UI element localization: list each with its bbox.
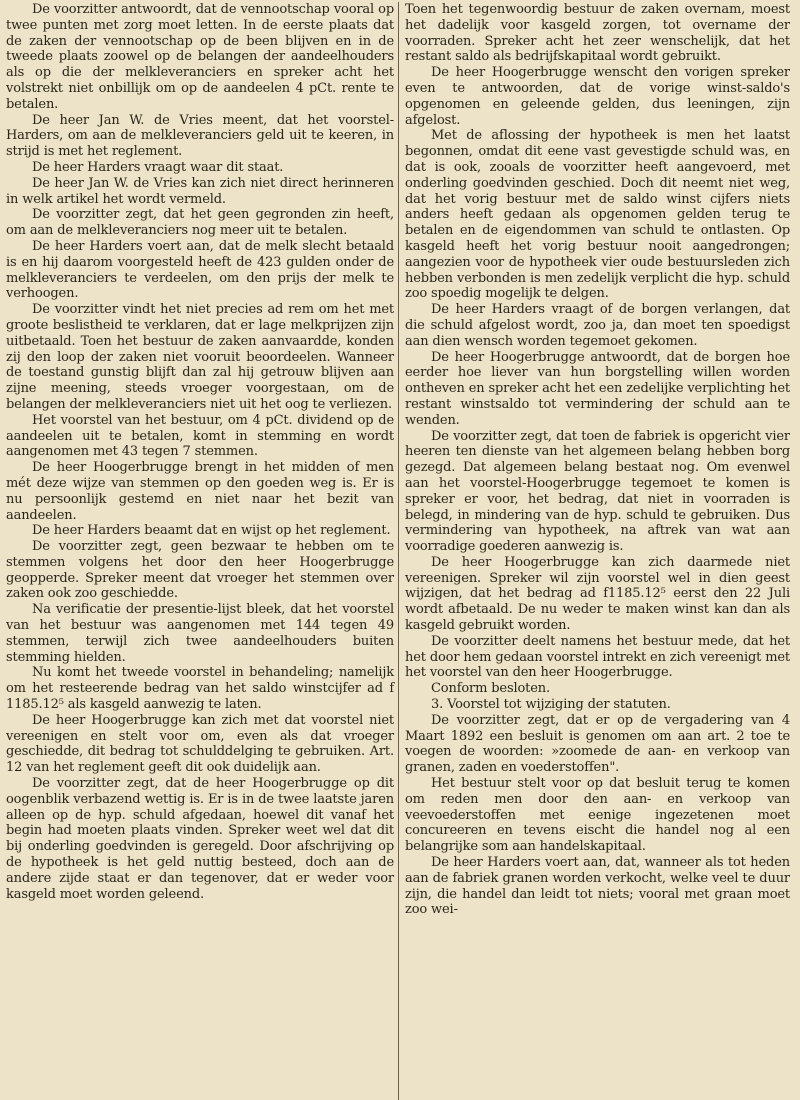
paragraph: Het bestuur stelt voor op dat besluit terug te komen om reden men door den aan- en verkoop van veevoederstoffen met eenige ingezetenen moet concureeren en tevens eischt die handel nog al een belangrijke som aan handelskapitaal. [405,776,790,855]
section-heading: 3. Voorstel tot wijziging der statuten. [431,697,671,713]
paragraph: De heer Jan W. de Vries kan zich niet direct herinneren in welk artikel het wordt vermeld. [6,175,394,207]
paragraph: Toen het tegenwoordig bestuur de zaken overnam, moest het dadelijk voor kasgeld zorgen, tot overname der voorraden. Spreker acht het zeer wenschelijk, dat het restant saldo als bedrijfskapitaal wordt gebruikt. [405,2,790,65]
paragraph: De heer Harders beaamt dat en wijst op het reglement. [32,523,391,539]
left-column [6,2,398,1100]
paragraph: Conform besloten. [431,681,551,697]
paragraph: Het voorstel van het bestuur, om 4 pCt. dividend op de aandeelen uit te betalen, komt in stemming en wordt aangenomen met 43 tegen 7 stemmen. [6,412,394,460]
paragraph: De heer Harders voert aan, dat de melk slecht betaald is en hij daarom voorgesteld heeft de 423 gulden onder de melkleveranciers te verdeelen, om den prijs der melk te verhoogen. [6,238,394,302]
paragraph: De heer Harders vraagt of de borgen verlangen, dat die schuld afgelost wordt, zoo ja, dan moet ten spoedigst aan dien wensch worden tegemoet gekomen. [405,302,790,349]
paragraph: De heer Hoogerbrugge wenscht den vorigen spreker even te antwoorden, dat de vorige winst-saldo's opgenomen en geleende gelden, dus leeningen, zijn afgelost. [405,65,790,128]
paragraph: De voorzitter deelt namens het bestuur mede, dat het het door hem gedaan voorstel intrekt en zich vereenigt met het voorstel van den heer Hoogerbrugge. [405,633,790,681]
paragraph: De voorzitter zegt, dat het geen gegronden zin heeft, om aan de melkleveranciers nog meer uit te betalen. [6,207,394,239]
paragraph: De heer Hoogerbrugge kan zich met dat voorstel niet vereenigen en stelt voor om, even als dat vroeger geschiedde, dit bedrag tot schulddelging te gebruiken. Art. 12 van het reglement geeft dit ook duidelijk aan. [6,712,394,776]
right-column [398,2,790,1100]
paragraph: De heer Jan W. de Vries meent, dat het voorstel-Harders, om aan de melkleveranciers geld uit te keeren, in strijd is met het reglement. [6,112,394,160]
paragraph: De voorzitter zegt, dat de heer Hoogerbrugge op dit oogenblik verbazend wettig is. Er is in de twee laatste jaren alleen op de hyp. schuld afgedaan, hoewel dit vanaf het begin had moeten plaats vinden. Spreker weet wel dat dit bij onderling goedvinden is geregeld. Door afschrijving op de hypotheek is het geld nuttig besteed, doch aan de andere zijde staat er dan tegenover, dat er weder voor kasgeld moet worden geleend. [6,776,394,902]
paragraph: Na verificatie der presentie-lijst bleek, dat het voorstel van het bestuur was aangenomen met 144 tegen 49 stemmen, terwijl zich twee aandeelhouders buiten stemming hielden. [6,602,394,665]
paragraph: De heer Hoogerbrugge brengt in het midden of men mét deze wijze van stemmen op den goeden weg is. Er is nu persoonlijk gestemd en niet naar het bezit van aandeelen. [6,460,394,523]
paragraph: De heer Harders vraagt waar dit staat. [32,159,284,175]
paragraph: De voorzitter antwoordt, dat de vennootschap vooral op twee punten met zorg moet letten. In de eerste plaats dat de zaken der vennootschap op de been blijven en in de tweede plaats zoowel op de belangen der aandeelhouders als op die der melkleveranciers en spreker acht het volstrekt niet onbillijk om op de aandeelen 4 pCt. rente te betalen. [6,2,394,112]
paragraph: De voorzitter zegt, geen bezwaar te hebben om te stemmen volgens het door den heer Hoogerbrugge geopperde. Spreker meent dat vroeger het stemmen over zaken ook zoo geschiedde. [6,539,394,602]
paragraph: De voorzitter zegt, dat er op de vergadering van 4 Maart 1892 een besluit is genomen om aan art. 2 toe te voegen de woorden: »zoomede de aan- en verkoop van granen, zaden en voederstoffen". [405,712,790,776]
paragraph: De heer Hoogerbrugge kan zich daarmede niet vereenigen. Spreker wil zijn voorstel wel in dien geest wijzigen, dat het bedrag ad f1185.12⁵ eerst den 22 Juli wordt afbetaald. De nu weder te maken winst kan dan als kasgeld gebruikt worden. [405,554,790,634]
paragraph: De voorzitter zegt, dat toen de fabriek is opgericht vier heeren ten dienste van het algemeen belang hebben borg gezegd. Dat algemeen belang bestaat nog. Om evenwel aan het voorstel-Hoogerbrugge tegemoet te komen is spreker er voor, het bedrag, dat niet in voorraden is belegd, in mindering van de hyp. schuld te gebruiken. Dus vermindering van hypotheek, na aftrek van wat aan voorradige goederen aanwezig is. [405,428,790,555]
paragraph: Nu komt het tweede voorstel in behandeling; namelijk om het resteerende bedrag van het saldo winstcijfer ad f 1185.12⁵ als kasgeld aanwezig te laten. [6,665,394,713]
paragraph: Met de aflossing der hypotheek is men het laatst begonnen, omdat dit eene vast gevestigde schuld was, en dat is ook, zooals de voorzitter heeft aangevoerd, met onderling goedvinden geschied. Doch dit neemt niet weg, dat het vorig bestuur met de saldo winst cijfers niets anders heeft gedaan als opgenomen gelden terug te betalen en de eigendommen van schuld te ontlasten. Op kasgeld heeft het vorig bestuur nooit aangedrongen; aangezien voor de hypotheek vier oude bestuursleden zich hebben verbonden is men zedelijk verplicht die hyp. schuld zoo spoedig mogelijk te delgen. [405,128,790,302]
paragraph: De heer Harders voert aan, dat, wanneer als tot heden aan de fabriek granen worden verkocht, welke veel te duur zijn, die handel dan leidt tot niets; vooral met graan moet zoo wei- [405,855,790,918]
paragraph: De voorzitter vindt het niet precies ad rem om het met groote beslistheid te verklaren, dat er lage melkprijzen zijn uitbetaald. Toen het bestuur de zaken aanvaardde, konden zij den loop der zaken niet vooruit beoordeelen. Wanneer de toestand gunstig blijft dan zal hij getrouw blijven aan zijne meening, steeds vroeger voorgestaan, om de belangen der melkleveranciers niet uit het oog te verliezen. [6,302,394,412]
paragraph: De heer Hoogerbrugge antwoordt, dat de borgen hoe eerder hoe liever van hun borgstelling willen worden ontheven en spreker acht het een zedelijke verplichting het restant winstsaldo tot vermindering der schuld aan te wenden. [405,349,790,428]
